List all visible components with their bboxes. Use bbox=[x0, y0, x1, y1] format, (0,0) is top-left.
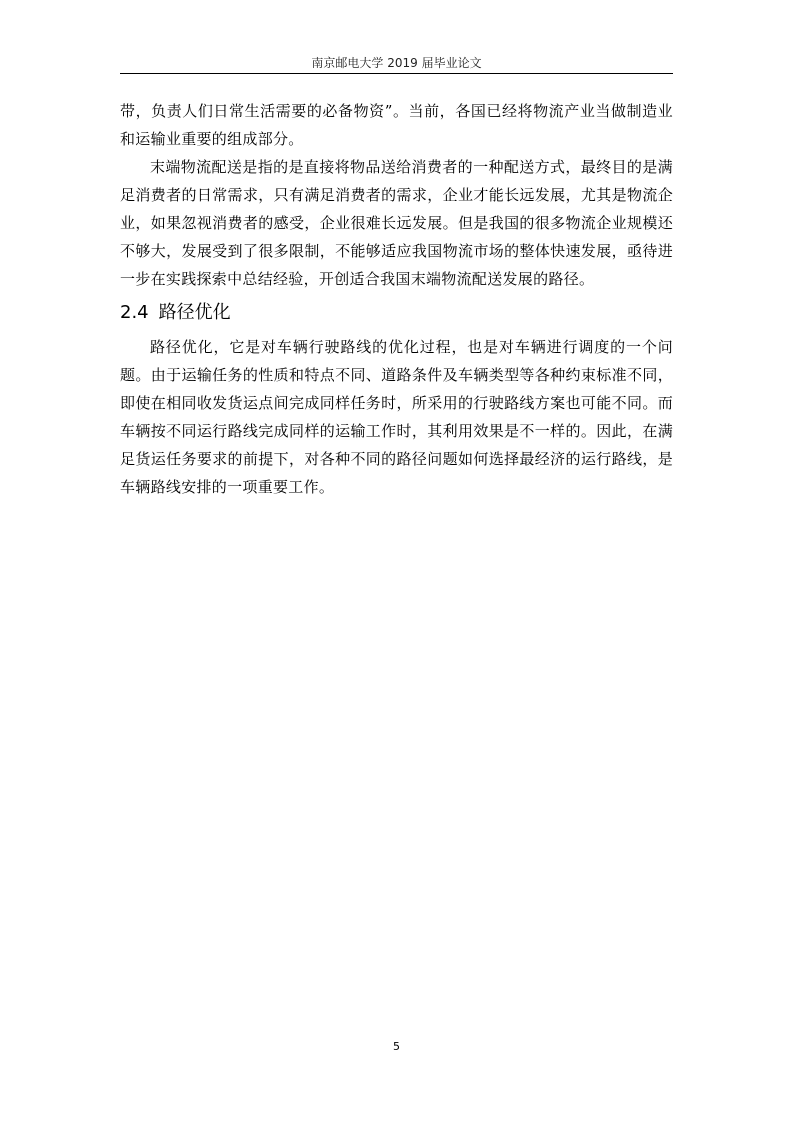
section-number: 2.4 bbox=[120, 302, 149, 323]
paragraph-continuation: 带，负责人们日常生活需要的必备物资”。当前，各国已经将物流产业当做制造业和运输业重要的组成部分。 bbox=[120, 102, 673, 148]
section-heading bbox=[120, 299, 673, 327]
paragraph-last-mile-delivery: 末端物流配送是指的是直接将物品送给消费者的一种配送方式，最终目的是满足消费者的日常需求，只有满足消费者的需求，企业才能长远发展，尤其是物流企业，如果忽视消费者的感受，企业很难长远发展。但是我国的很多物流企业规模还不够大，发展受到了很多限制，不能够适应我国物流市场的整体快速发展，亟待进一步在实践探索中总结经验，开创适合我国末端物流配送发展的路径。 bbox=[120, 158, 673, 288]
running-header: 南京邮电大学 2019 届毕业论文 bbox=[311, 56, 482, 70]
paragraph-route-optimization: 路径优化，它是对车辆行驶路线的优化过程，也是对车辆进行调度的一个问题。由于运输任务的性质和特点不同、道路条件及车辆类型等各种约束标准不同，即使在相同收发货运点间完成同样任务时，所采用的行驶路线方案也可能不同。而车辆按不同运行路线完成同样的运输工作时，其利用效果是不一样的。因此，在满足货运任务要求的前提下，对各种不同的路径问题如何选择最经济的运行路线，是车辆路线安排的一项重要工作。 bbox=[120, 338, 673, 496]
section-title: 路径优化 bbox=[158, 302, 231, 323]
page-body bbox=[120, 97, 673, 501]
header-rule bbox=[120, 73, 673, 74]
page-number: 5 bbox=[393, 1040, 400, 1053]
